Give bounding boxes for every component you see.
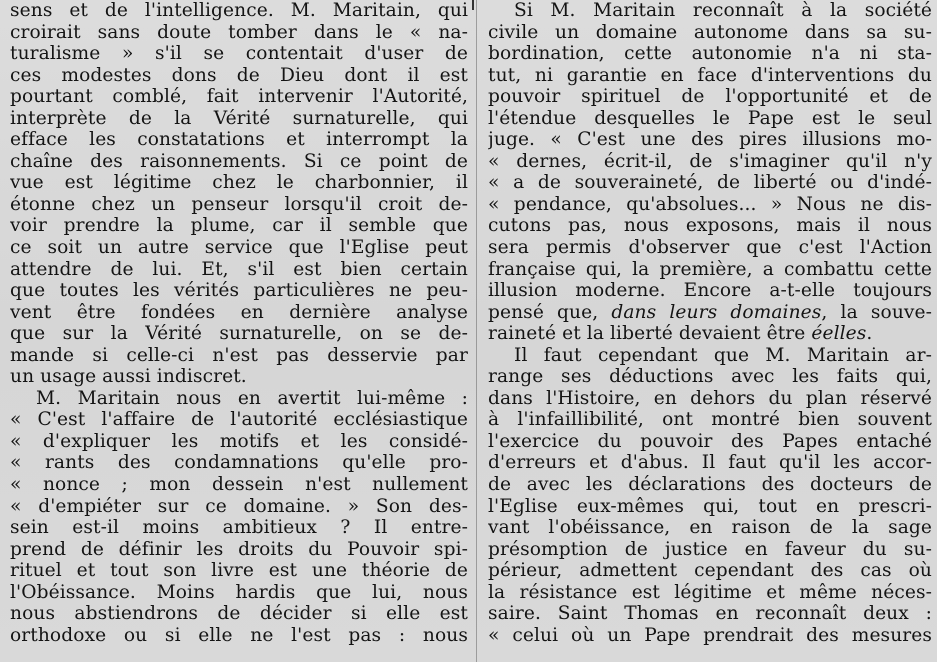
- text-line: pourtant comblé, fait intervenir l'Autorité,: [10, 86, 468, 108]
- text-line: française qui, la première, a combattu cette: [488, 258, 932, 280]
- text-line: de avec les déclarations des docteurs de: [488, 474, 932, 496]
- text-line: périeur, admettent cependant des cas où: [488, 560, 932, 582]
- text-line: attendre de lui. Et, s'il est bien certain: [10, 258, 468, 280]
- text-line: « d'expliquer les motifs et les considé-: [10, 430, 468, 452]
- text-line: « rants des condamnations qu'elle pro-: [10, 452, 468, 474]
- italic-phrase: éelles: [811, 323, 867, 345]
- column-divider-top-mark: [472, 0, 474, 10]
- text-line: range ses déductions avec les faits qui,: [488, 366, 932, 388]
- text-line: l'Eglise eux-mêmes qui, tout en prescri-: [488, 495, 932, 517]
- text-segment: raineté et la liberté devaient être: [488, 323, 812, 345]
- text-line: bordination, cette autonomie n'a ni sta-: [488, 43, 932, 65]
- text-line: efface les constatations et interrompt la: [10, 129, 468, 151]
- text-line: présomption de justice en faveur du su-: [488, 538, 932, 560]
- text-line: sens et de l'intelligence. M. Maritain, qui: [10, 0, 468, 21]
- text-line: rituel et tout son livre est une théorie de: [10, 560, 468, 582]
- text-line: vant l'obéissance, en raison de la sage: [488, 517, 932, 539]
- text-line: M. Maritain nous en avertit lui-même :: [36, 387, 468, 409]
- text-line: voir prendre la plume, car il semble que: [10, 215, 468, 237]
- text-line: saire. Saint Thomas en reconnaît deux :: [488, 603, 932, 625]
- italic-phrase: dans leurs domaines: [611, 301, 822, 323]
- text-segment: , la souve-: [821, 301, 932, 323]
- text-line: chaîne des raisonnements. Si ce point de: [10, 150, 468, 172]
- text-line: que sur la Vérité surnaturelle, on se de-: [10, 323, 468, 345]
- text-line: « celui où un Pape prendrait des mesures: [488, 624, 932, 646]
- text-line: l'étendue desquelles le Pape est le seul: [488, 107, 932, 129]
- text-line: vent être fondées en dernière analyse: [10, 301, 468, 323]
- left-column: [10, 0, 468, 646]
- text-line-with-italic: [488, 302, 932, 324]
- text-line: la résistance est légitime et même néces-: [488, 581, 932, 603]
- text-line: civile un domaine autonome dans sa su-: [488, 21, 932, 43]
- text-line: dans l'Histoire, en dehors du plan réservé: [488, 387, 932, 409]
- text-line: vue est légitime chez le charbonnier, il: [10, 172, 468, 194]
- text-line: « a de souveraineté, de liberté ou d'indé-: [488, 172, 932, 194]
- text-line: l'Obéissance. Moins hardis que lui, nous: [10, 581, 468, 603]
- text-line: sera permis d'observer que c'est l'Action: [488, 237, 932, 259]
- text-line: juge. « C'est une des pires illusions mo-: [488, 129, 932, 151]
- text-line: pouvoir spirituel de l'opportunité et de: [488, 86, 932, 108]
- text-line: « C'est l'affaire de l'autorité ecclésiastique: [10, 409, 468, 431]
- text-line: croirait sans doute tomber dans le « na-: [10, 21, 468, 43]
- text-line-with-italic: [488, 323, 932, 345]
- text-line: cutons pas, nous exposons, mais il nous: [488, 215, 932, 237]
- text-line: « d'empiéter sur ce domaine. » Son des-: [10, 495, 468, 517]
- text-line: orthodoxe ou si elle ne l'est pas : nous: [10, 624, 468, 646]
- text-line: que toutes les vérités particulières ne peu-: [10, 280, 468, 302]
- text-line: à l'infaillibilité, ont montré bien souvent: [488, 409, 932, 431]
- text-line: turalisme » s'il se contentait d'user de: [10, 43, 468, 65]
- text-line: mande si celle-ci n'est pas desservie par: [10, 344, 468, 366]
- text-line: sein est-il moins ambitieux ? Il entre-: [10, 517, 468, 539]
- text-line: nous abstiendrons de décider si elle est: [10, 603, 468, 625]
- text-line: illusion moderne. Encore a-t-elle toujours: [488, 280, 932, 302]
- column-divider: [476, 0, 477, 662]
- text-line: prend de définir les droits du Pouvoir spi-: [10, 538, 468, 560]
- text-line: Si M. Maritain reconnaît à la société: [514, 0, 932, 21]
- text-line: « dernes, écrit-il, de s'imaginer qu'il n'y: [488, 150, 932, 172]
- text-line: un usage aussi indiscret.: [10, 366, 247, 388]
- text-segment: .: [866, 323, 873, 345]
- text-line: ces modestes dons de Dieu dont il est: [10, 64, 468, 86]
- right-column: [488, 0, 932, 646]
- text-line: ce soit un autre service que l'Eglise peut: [10, 237, 468, 259]
- text-line: « pendance, qu'absolues... » Nous ne dis-: [488, 193, 932, 215]
- text-line: d'erreurs et d'abus. Il faut qu'il les accor-: [488, 452, 932, 474]
- text-line: interprète de la Vérité surnaturelle, qui: [10, 107, 468, 129]
- text-line: « nonce ; mon dessein n'est nullement: [10, 474, 468, 496]
- text-line: tut, ni garantie en face d'interventions du: [488, 64, 932, 86]
- text-segment: pensé que,: [488, 301, 612, 323]
- text-line: l'exercice du pouvoir des Papes entaché: [488, 430, 932, 452]
- text-line: Il faut cependant que M. Maritain ar-: [514, 344, 932, 366]
- text-line: étonne chez un penseur lorsqu'il croit de-: [10, 193, 468, 215]
